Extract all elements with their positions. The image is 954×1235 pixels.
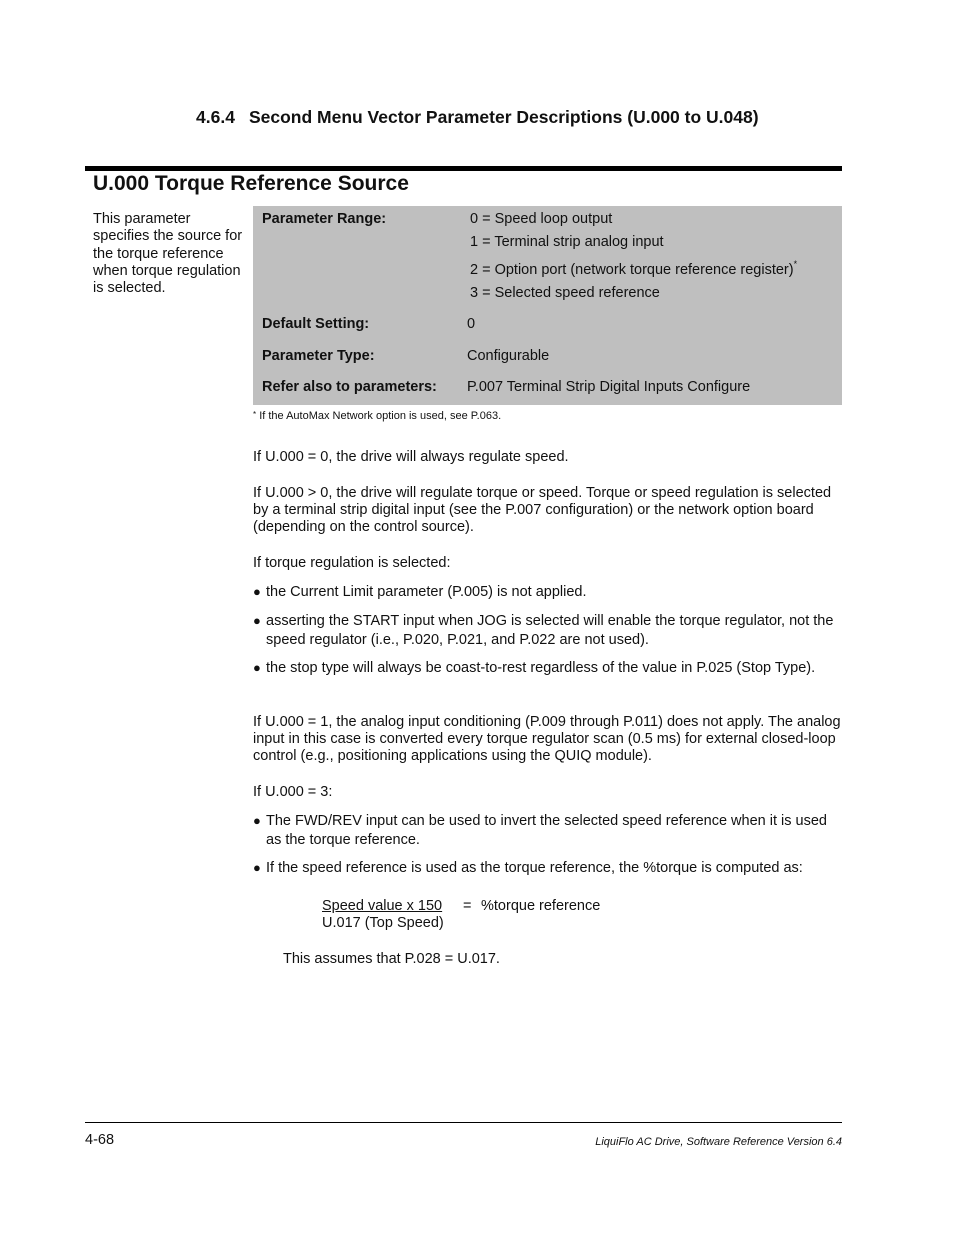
parameter-description: This parameter specifies the source for the torque reference when torque regulation is selected. xyxy=(93,211,243,297)
section-title: Second Menu Vector Parameter Descriptions (U.000 to U.048) xyxy=(248,107,759,127)
default-value: 0 xyxy=(467,316,476,332)
table-footnote xyxy=(253,410,501,422)
formula-denominator: U.017 (Top Speed) xyxy=(322,915,444,931)
bullet-icon: ● xyxy=(253,813,261,828)
bullet-icon: ● xyxy=(253,660,261,675)
page-number: 4-68 xyxy=(85,1132,115,1148)
bullet-item: ● the stop type will always be coast-to-rest regardless of the value in P.025 (Stop Type). xyxy=(253,660,816,676)
range-value-1: 1 = Terminal strip analog input xyxy=(470,234,664,250)
paragraph-5: If U.000 = 3: xyxy=(253,784,333,800)
footnote-mark: * xyxy=(253,410,257,419)
range-footnote-mark: * xyxy=(793,259,798,269)
bullet-icon: ● xyxy=(253,860,261,875)
parameter-title: U.000 Torque Reference Source xyxy=(93,172,409,195)
bullet-item: ● the Current Limit parameter (P.005) is not applied. xyxy=(253,584,587,600)
parameter-table xyxy=(253,206,842,405)
type-label: Parameter Type: xyxy=(262,348,375,364)
section-heading xyxy=(196,107,759,128)
type-value: Configurable xyxy=(467,348,550,364)
heading-rule xyxy=(85,166,842,171)
formula-result: %torque reference xyxy=(481,898,601,914)
paragraph-2: If U.000 > 0, the drive will regulate torque or speed. Torque or speed regulation is selected by a terminal strip digital input (see the P.007 configuration) or the network option board (depending on the control source). xyxy=(253,485,832,535)
refer-value: P.007 Terminal Strip Digital Inputs Configure xyxy=(467,379,751,395)
bullet-item: ● If the speed reference is used as the torque reference, the %torque is computed as: xyxy=(253,860,803,876)
default-label: Default Setting: xyxy=(262,316,370,332)
range-value-0: 0 = Speed loop output xyxy=(470,211,613,227)
refer-label: Refer also to parameters: xyxy=(262,379,437,395)
formula-equals: = xyxy=(463,898,472,914)
range-label: Parameter Range: xyxy=(262,211,387,227)
paragraph-4: If U.000 = 1, the analog input conditioning (P.009 through P.011) does not apply. The analog input in this case is converted every torque regulator scan (0.5 ms) for external closed-loop control (e.g., positioning applications using the QUIQ module). xyxy=(253,714,841,764)
bullet-item: ● asserting the START input when JOG is selected will enable the torque regulator, not the speed regulator (i.e., P.020, P.021, and P.022 are not used). xyxy=(253,613,834,648)
footnote-text: If the AutoMax Network option is used, see P.063. xyxy=(259,410,502,422)
formula-numerator: Speed value x 150 xyxy=(322,898,443,914)
range-value-3: 3 = Selected speed reference xyxy=(470,285,660,301)
assumption-note: This assumes that P.028 = U.017. xyxy=(283,951,500,967)
paragraph-3: If torque regulation is selected: xyxy=(253,555,451,571)
bullet-icon: ● xyxy=(253,584,261,599)
paragraph-1: If U.000 = 0, the drive will always regulate speed. xyxy=(253,449,569,465)
footer-rule xyxy=(85,1122,842,1123)
bullet-item: ● The FWD/REV input can be used to invert the selected speed reference when it is used as the torque reference. xyxy=(253,813,827,848)
bullet-icon: ● xyxy=(253,613,261,628)
range-value-2: 2 = Option port (network torque reference register)* xyxy=(470,259,798,278)
section-number: 4.6.4 xyxy=(196,107,235,127)
footer-doc-title: LiquiFlo AC Drive, Software Reference Version 6.4 xyxy=(595,1136,842,1148)
